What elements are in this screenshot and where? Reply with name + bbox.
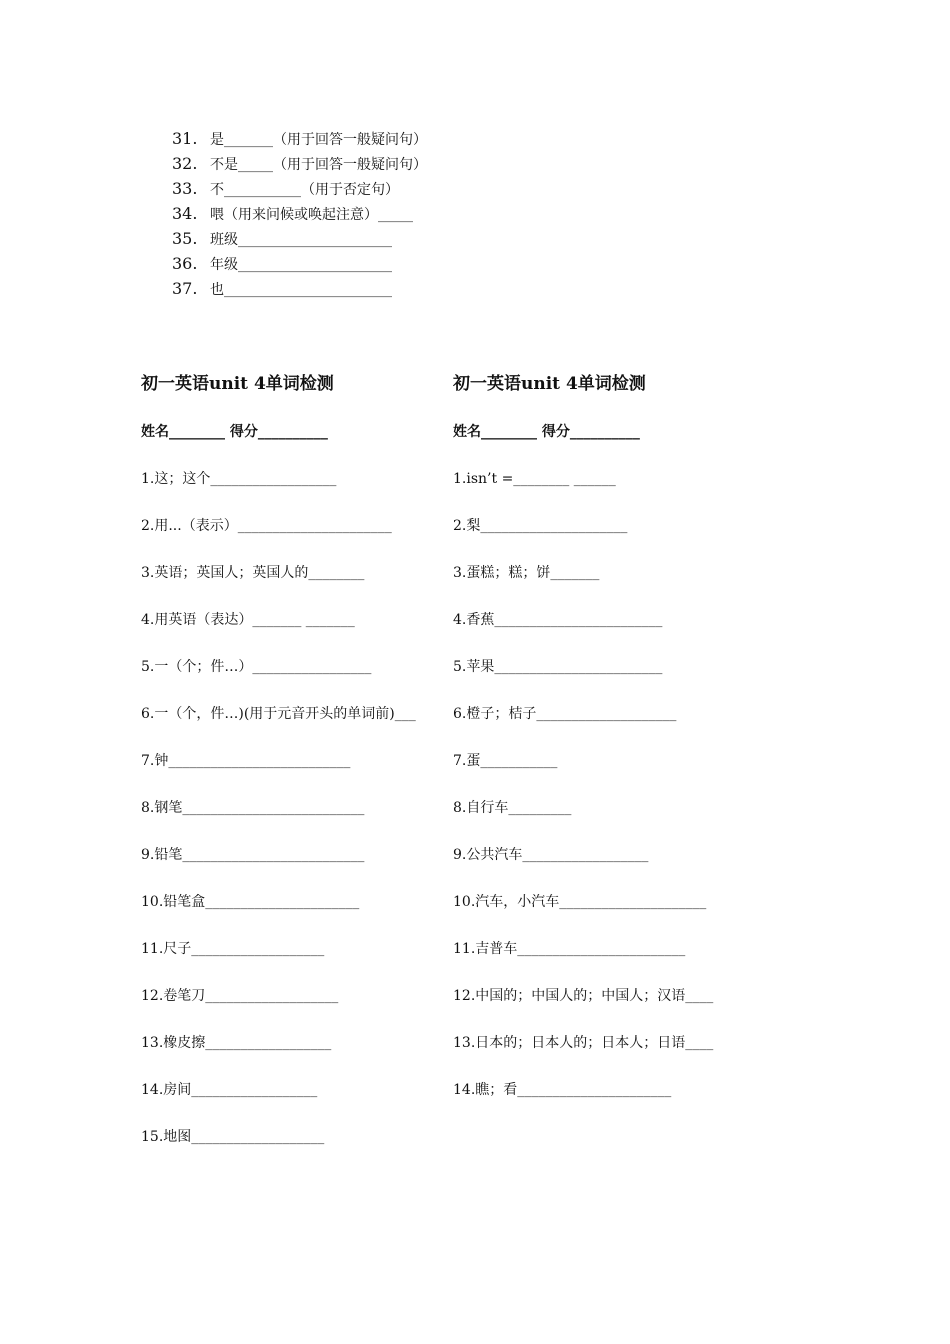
question-item: 2.梨_____________________ xyxy=(453,518,628,534)
top-word-list xyxy=(172,126,427,301)
question-item: 8.钢笔__________________________ xyxy=(141,800,365,816)
question-list xyxy=(453,467,733,1102)
question-item: 14.房间__________________ xyxy=(141,1082,318,1098)
list-item xyxy=(172,176,427,201)
question-item: 12.卷笔刀___________________ xyxy=(141,988,339,1004)
question-item: 8.自行车_________ xyxy=(453,800,572,816)
question-item: 10.汽车，小汽车_____________________ xyxy=(453,894,707,910)
item-text: 不___________（用于否定句） xyxy=(210,182,399,198)
question-item: 11.吉普车________________________ xyxy=(453,941,686,957)
question-item: 9.铅笔__________________________ xyxy=(141,847,365,863)
question-item: 15.地图___________________ xyxy=(141,1129,325,1145)
name-score-line: 姓名________ 得分__________ xyxy=(141,424,328,440)
question-list xyxy=(141,467,441,1149)
list-item xyxy=(172,276,427,301)
question-item: 6.一（个，件…)(用于元音开头的单词前)___ xyxy=(141,706,416,722)
list-item xyxy=(172,201,427,226)
question-item: 9.公共汽车__________________ xyxy=(453,847,649,863)
name-score-line: 姓名________ 得分__________ xyxy=(453,424,640,440)
list-item xyxy=(172,151,427,176)
item-text: 班级______________________ xyxy=(210,232,392,248)
item-text: 年级______________________ xyxy=(210,257,392,273)
list-item xyxy=(172,226,427,251)
list-item xyxy=(172,251,427,276)
list-item xyxy=(172,126,427,151)
question-item: 4.用英语（表达）_______ _______ xyxy=(141,612,355,628)
question-item: 3.蛋糕；糕；饼_______ xyxy=(453,565,600,581)
item-number: 33. xyxy=(172,179,198,198)
item-text: 不是_____（用于回答一般疑问句） xyxy=(210,157,427,173)
question-item: 3.英语；英国人；英国人的________ xyxy=(141,565,365,581)
question-item: 4.香蕉________________________ xyxy=(453,612,663,628)
question-item: 2.用...（表示）______________________ xyxy=(141,518,392,534)
item-number: 32. xyxy=(172,154,198,173)
question-item: 7.钟__________________________ xyxy=(141,753,351,769)
item-text: 喂（用来问候或唤起注意）_____ xyxy=(210,207,413,223)
question-item: 6.橙子；桔子____________________ xyxy=(453,706,677,722)
question-item: 12.中国的；中国人的；中国人；汉语____ xyxy=(453,988,714,1004)
quiz-title: 初一英语unit 4单词检测 xyxy=(453,374,646,394)
question-item: 14.瞧；看______________________ xyxy=(453,1082,672,1098)
question-item: 11.尺子___________________ xyxy=(141,941,325,957)
item-number: 35. xyxy=(172,229,198,248)
item-number: 31. xyxy=(172,129,198,148)
question-item: 13.橡皮擦__________________ xyxy=(141,1035,332,1051)
question-item: 5.一（个；件…）_________________ xyxy=(141,659,372,675)
right-quiz-column xyxy=(453,370,733,1125)
left-quiz-column xyxy=(141,370,441,1172)
item-text: 是_______（用于回答一般疑问句） xyxy=(210,132,427,148)
question-item: 1.isn’t =________ ______ xyxy=(453,471,616,487)
question-item: 13.日本的；日本人的；日本人；日语____ xyxy=(453,1035,714,1051)
question-item: 7.蛋___________ xyxy=(453,753,558,769)
item-number: 36. xyxy=(172,254,198,273)
quiz-title: 初一英语unit 4单词检测 xyxy=(141,374,334,394)
item-text: 也________________________ xyxy=(210,282,392,298)
item-number: 34. xyxy=(172,204,198,223)
question-item: 1.这；这个__________________ xyxy=(141,471,337,487)
question-item: 10.铅笔盒______________________ xyxy=(141,894,360,910)
item-number: 37. xyxy=(172,279,198,298)
question-item: 5.苹果________________________ xyxy=(453,659,663,675)
